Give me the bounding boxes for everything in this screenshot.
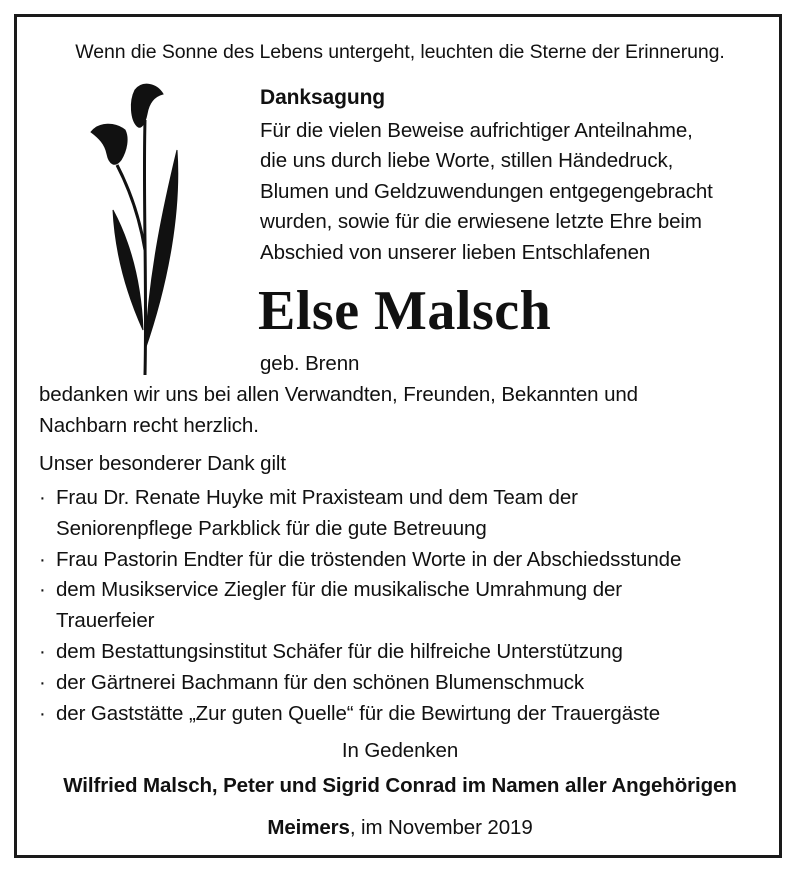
list-item: Frau Pastorin Endter für die tröstenden Worte in der Abschiedsstunde <box>56 548 682 571</box>
heading: Danksagung <box>260 86 386 109</box>
list-item: Frau Dr. Renate Huyke mit Praxisteam und dem Team der <box>56 486 578 509</box>
thanks-line: bedanken wir uns bei allen Verwandten, Freunden, Bekannten und <box>39 383 638 406</box>
place: Meimers <box>267 816 350 839</box>
calla-lily-icon <box>85 80 185 380</box>
memorial-line: In Gedenken <box>341 739 459 762</box>
intro-line: wurden, sowie für die erwiesene letzte Ehre beim <box>260 210 702 233</box>
intro-line: Für die vielen Beweise aufrichtiger Anteilnahme, <box>260 119 693 142</box>
special-thanks: Unser besonderer Dank gilt <box>39 452 286 475</box>
bullet-icon: · <box>39 640 46 663</box>
intro-line: Abschied von unserer lieben Entschlafenen <box>260 241 651 264</box>
birth-name: geb. Brenn <box>260 352 360 375</box>
list-item-continuation: Seniorenpflege Parkblick für die gute Betreuung <box>56 517 487 540</box>
list-item: der Gaststätte „Zur guten Quelle“ für die Bewirtung der Trauergäste <box>56 702 661 725</box>
bullet-icon: · <box>39 702 46 725</box>
bullet-icon: · <box>39 671 46 694</box>
deceased-name: Else Malsch <box>258 280 552 342</box>
place-date <box>0 818 800 839</box>
intro-line: die uns durch liebe Worte, stillen Händedruck, <box>260 149 674 172</box>
signatories: Wilfried Malsch, Peter und Sigrid Conrad im Namen aller Angehörigen <box>63 774 737 797</box>
list-item: der Gärtnerei Bachmann für den schönen Blumenschmuck <box>56 671 585 694</box>
intro-line: Blumen und Geldzuwendungen entgegengebracht <box>260 180 713 203</box>
bullet-icon: · <box>39 486 46 509</box>
bullet-icon: · <box>39 548 46 571</box>
list-item-continuation: Trauerfeier <box>56 609 155 632</box>
date: , im November 2019 <box>349 816 533 839</box>
bullet-icon: · <box>39 578 46 601</box>
list-item: dem Musikservice Ziegler für die musikalische Umrahmung der <box>56 578 623 601</box>
motto: Wenn die Sonne des Lebens untergeht, leuchten die Sterne der Erinnerung. <box>75 41 725 63</box>
list-item: dem Bestattungsinstitut Schäfer für die hilfreiche Unterstützung <box>56 640 623 663</box>
thanks-line: Nachbarn recht herzlich. <box>39 414 259 437</box>
